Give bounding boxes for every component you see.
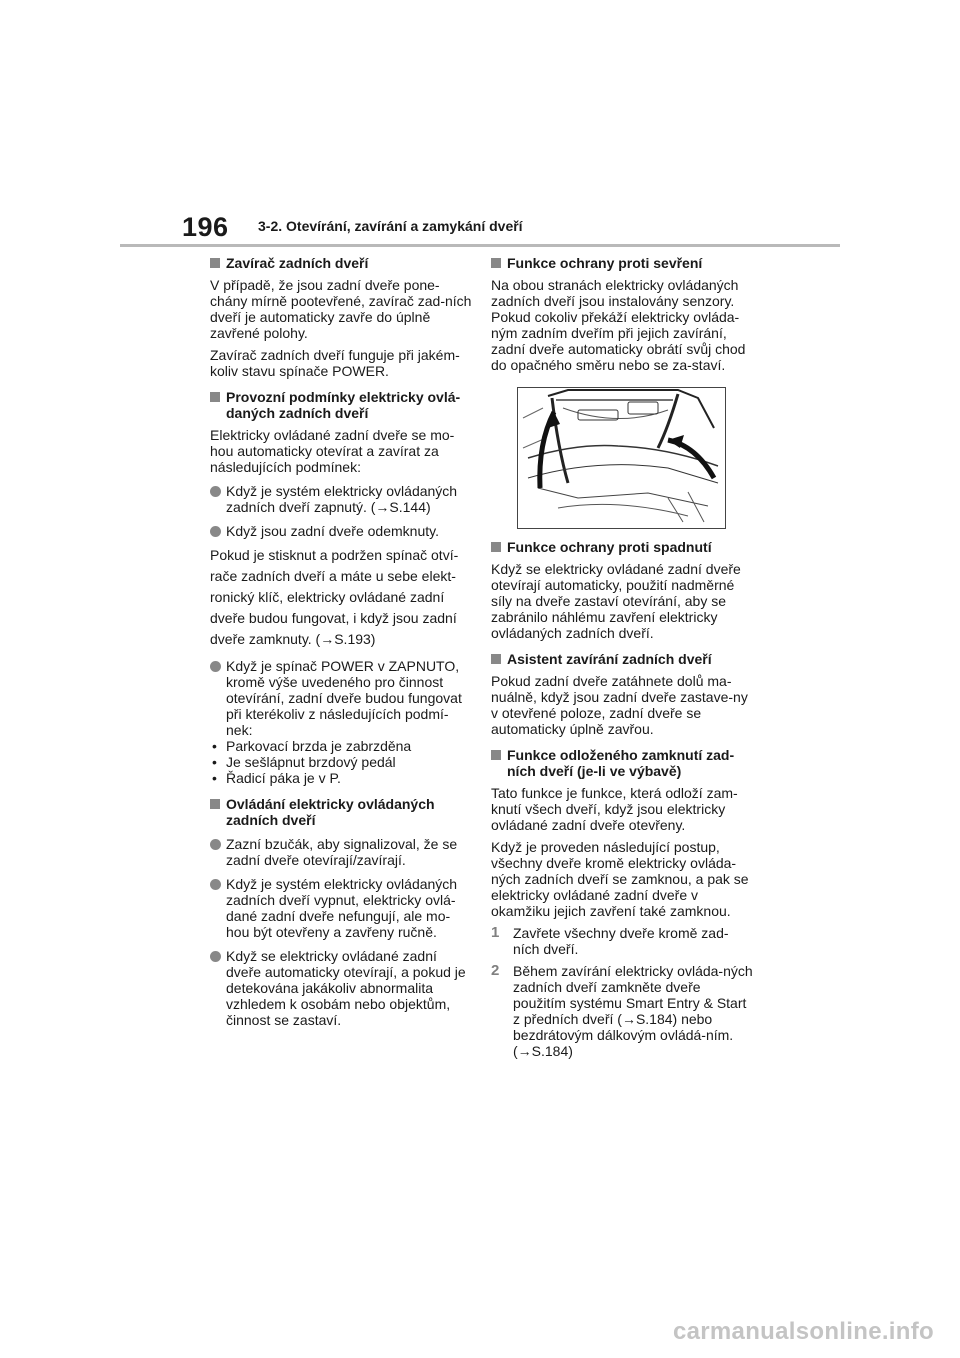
tailgate-sensor-illustration [517, 387, 726, 529]
step-number: 2 [491, 962, 500, 979]
list-item: Když je systém elektricky ovládaných zadních dveří vypnut, elektricky ovlá-dané zadní dveře nefungují, ale mo-hou být otevřeny a zavřeny ručně. [210, 876, 472, 940]
paragraph: Když je proveden následující postup, všechny dveře kromě elektricky ovláda-ných zadních dveří se zamknou, a pak se elektricky ovládané zadní dveře v okamžiku jejich zavření také zamknou. [491, 839, 749, 919]
section-heading: Ovládání elektricky ovládaných zadních dveří [210, 796, 472, 828]
paragraph: Elektricky ovládané zadní dveře se mo-hou automaticky otevírat a zavírat za následujících podmínek: [210, 427, 455, 475]
section-heading: Funkce ochrany proti spadnutí [491, 539, 753, 555]
round-bullet-icon [210, 486, 221, 497]
square-bullet-icon [210, 392, 220, 402]
paragraph: Tato funkce je funkce, která odloží zam-knutí všech dveří, když jsou elektricky ovládané zadní dveře otevřeny. [491, 785, 738, 833]
square-bullet-icon [210, 258, 220, 268]
section-heading: Funkce ochrany proti sevření [491, 255, 753, 271]
watermark: carmanualsonline.info [672, 1318, 934, 1345]
numbered-step: 1 Zavřete všechny dveře kromě zad-ních dveří. [491, 924, 729, 957]
section-heading: Provozní podmínky elektricky ovlá-daných zadních dveří [210, 389, 472, 421]
square-bullet-icon [491, 542, 501, 552]
section-heading: Asistent zavírání zadních dveří [491, 651, 753, 667]
round-bullet-icon [210, 951, 221, 962]
header-rule [120, 244, 840, 247]
page-number: 196 [182, 212, 229, 242]
paragraph: Zavírač zadních dveří funguje při jakém-koliv stavu spínače POWER. [210, 347, 460, 379]
left-column [210, 255, 472, 1028]
paragraph: Pokud zadní dveře zatáhnete dolů ma-nuálně, když jsou zadní dveře zastave-ny v otevřené poloze, zadní dveře se automaticky úplně zavřou. [491, 673, 748, 737]
sub-list-item: • Řadicí páka je v P. [212, 770, 341, 786]
page-header [0, 0, 960, 250]
list-item: Zazní bzučák, aby signalizoval, že se zadní dveře otevírají/zavírají. [210, 836, 472, 868]
right-column [491, 255, 753, 1059]
list-item: Když se elektricky ovládané zadní dveře automaticky otevírají, a pokud je detekována jakákoliv abnormalita vzhledem k osobám nebo objektům, činnost se zastaví. [210, 948, 472, 1028]
paragraph: Pokud je stisknut a podržen spínač otví-rače zadních dveří a máte u sebe elekt-ronický klíč, elektricky ovládané zadní dveře budou fungovat, i když jsou zadní dveře zamknuty. (→S.193) [210, 547, 459, 647]
square-bullet-icon [491, 750, 501, 760]
list-item: Když je spínač POWER v ZAPNUTO, kromě výše uvedeného pro činnost otevírání, zadní dveře budou fungovat při kterékoliv z následujících podmí-nek: [210, 658, 472, 738]
square-bullet-icon [210, 799, 220, 809]
square-bullet-icon [491, 654, 501, 664]
round-bullet-icon [210, 879, 221, 890]
sub-list-item: • Je sešlápnut brzdový pedál [212, 754, 396, 770]
step-number: 1 [491, 924, 500, 941]
round-bullet-icon [210, 839, 221, 850]
tailgate-sensor-illustration-svg [518, 388, 725, 528]
list-item: Když je systém elektricky ovládaných zadních dveří zapnutý. (→S.144) [210, 483, 472, 515]
section-heading: Zavírač zadních dveří [210, 255, 472, 271]
paragraph: Když se elektricky ovládané zadní dveře otevírají automaticky, použití nadměrné síly na dveře zastaví otevírání, aby se zabránilo náhlému zavření elektricky ovládaných zadních dveří. [491, 561, 741, 641]
paragraph: Na obou stranách elektricky ovládaných zadních dveří jsou instalovány senzory. Pokud cokoliv překáží elektricky ovláda-ným zadním dveřím při jejich zavírání, zadní dveře automaticky obrátí svůj chod do opačného směru nebo se za-staví. [491, 277, 746, 373]
numbered-step: 2 Během zavírání elektricky ovláda-ných zadních dveří zamkněte dveře použitím systému Smart Entry & Start z předních dveří (→S.184) nebo bezdrátovým dálkovým ovládá-ním. (→S.184) [491, 962, 753, 1059]
chapter-title: 3-2. Otevírání, zavírání a zamykání dveří [258, 218, 523, 234]
list-item: Když jsou zadní dveře odemknuty. [210, 523, 472, 539]
square-bullet-icon [491, 258, 501, 268]
paragraph: V případě, že jsou zadní dveře pone-chány mírně pootevřené, zavírač zad-ních dveří je automaticky zavře do úplně zavřené polohy. [210, 277, 472, 341]
round-bullet-icon [210, 661, 221, 672]
section-heading: Funkce odloženého zamknutí zad-ních dveří (je-li ve výbavě) [491, 747, 753, 779]
sub-list-item: • Parkovací brzda je zabrzděna [212, 738, 412, 754]
round-bullet-icon [210, 526, 221, 537]
